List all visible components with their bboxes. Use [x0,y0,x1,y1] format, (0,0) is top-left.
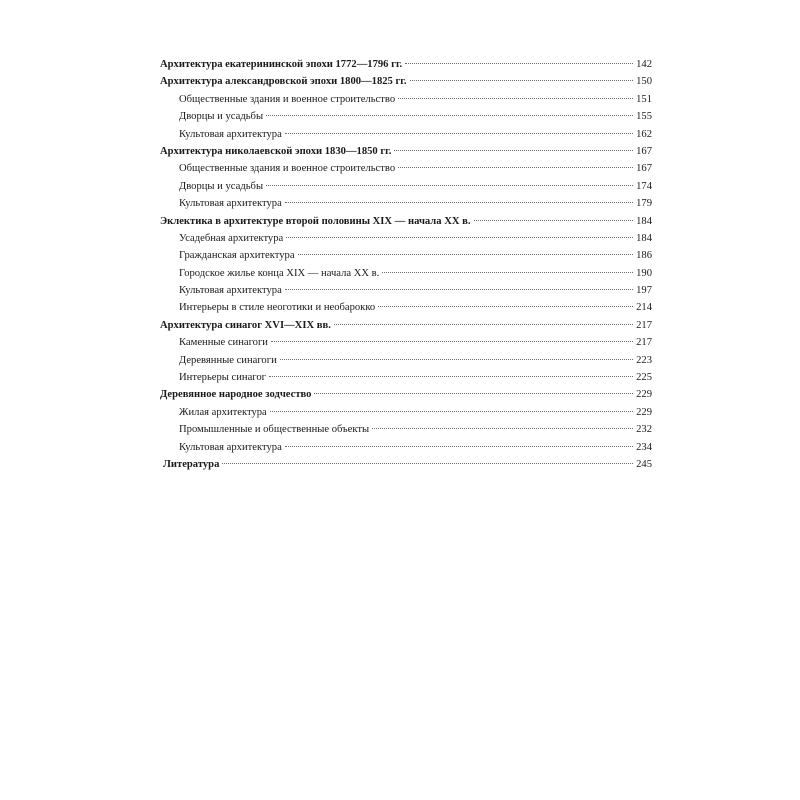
toc-entry-title: Архитектура синагог XVI—XIX вв. [160,319,331,331]
toc-subsection-entry [160,91,652,108]
toc-section-entry [160,56,652,73]
toc-dot-leader [270,411,633,412]
toc-page-number: 174 [636,180,652,192]
toc-page-number: 214 [636,302,652,314]
toc-dot-leader [285,289,633,290]
toc-page-number: 150 [636,76,652,88]
toc-page-number: 225 [636,372,652,384]
toc-section-entry [160,73,652,90]
toc-entry-title: Эклектика в архитектуре второй половины XIX — начала XX в. [160,215,471,227]
toc-page-number: 229 [636,389,652,401]
toc-section-entry [160,143,652,160]
toc-page-number: 155 [636,111,652,123]
toc-dot-leader [266,185,633,186]
toc-dot-leader [382,272,633,273]
toc-page-number: 179 [636,198,652,210]
toc-dot-leader [285,202,633,203]
toc-dot-leader [334,324,633,325]
toc-dot-leader [394,150,633,151]
toc-page-number: 217 [636,337,652,349]
toc-entry-title: Интерьеры в стиле неоготики и необарокко [179,302,376,314]
toc-dot-leader [405,63,633,64]
toc-entry-title: Культовая архитектура [179,441,282,453]
toc-subsection-entry [160,352,652,369]
toc-page-number: 190 [636,267,652,279]
toc-section-entry [160,456,652,473]
toc-entry-title: Культовая архитектура [179,128,282,140]
toc-entry-title: Дворцы и усадьбы [179,180,264,192]
toc-entry-title: Каменные синагоги [179,337,268,349]
toc-dot-leader [286,237,633,238]
toc-page-number: 232 [636,424,652,436]
toc-subsection-entry [160,334,652,351]
toc-dot-leader [372,428,633,429]
toc-dot-leader [378,306,633,307]
toc-subsection-entry [160,108,652,125]
toc-section-entry [160,317,652,334]
toc-dot-leader [314,393,633,394]
toc-dot-leader [398,98,633,99]
toc-page-number: 142 [636,59,652,70]
toc-page-number: 184 [636,215,652,227]
toc-dot-leader [266,115,633,116]
toc-dot-leader [269,376,633,377]
toc-subsection-entry [160,439,652,456]
toc-entry-title: Дворцы и усадьбы [179,111,264,123]
toc-subsection-entry [160,126,652,143]
toc-subsection-entry [160,404,652,421]
toc-entry-title: Гражданская архитектура [179,250,295,262]
toc-section-entry [160,386,652,403]
toc-page-number: 184 [636,232,652,244]
toc-dot-leader [410,80,633,81]
toc-entry-title: Архитектура александровской эпохи 1800—1825 гг. [160,76,407,88]
toc-dot-leader [474,220,633,221]
toc-subsection-entry [160,369,652,386]
toc-dot-leader [271,341,633,342]
toc-subsection-entry [160,160,652,177]
toc-entry-title: Культовая архитектура [179,285,282,297]
toc-subsection-entry [160,265,652,282]
toc-dot-leader [285,446,633,447]
toc-entry-title: Общественные здания и военное строительство [179,93,396,105]
toc-entry-title: Общественные здания и военное строительство [179,163,396,175]
toc-subsection-entry [160,282,652,299]
toc-dot-leader [285,133,633,134]
toc-page-number: 217 [636,319,652,331]
toc-subsection-entry [160,421,652,438]
toc-entry-title: Архитектура николаевской эпохи 1830—1850 гг. [160,145,392,157]
toc-subsection-entry [160,299,652,316]
toc-page-number: 245 [636,458,652,470]
toc-page-number: 151 [636,93,652,105]
toc-entry-title: Культовая архитектура [179,198,282,210]
toc-entry-title: Жилая архитектура [179,406,267,418]
toc-subsection-entry [160,230,652,247]
table-of-contents [160,56,652,473]
toc-page-number: 186 [636,250,652,262]
toc-entry-title: Интерьеры синагог [179,372,267,384]
toc-entry-title: Деревянное народное зодчество [160,389,312,401]
toc-page-number: 162 [636,128,652,140]
toc-dot-leader [280,359,633,360]
toc-dot-leader [398,167,633,168]
toc-entry-title: Деревянные синагоги [179,354,277,366]
toc-page-number: 234 [636,441,652,453]
toc-page-number: 167 [636,163,652,175]
toc-entry-title: Промышленные и общественные объекты [179,424,370,436]
toc-section-entry [160,213,652,230]
toc-entry-title: Архитектура екатерининской эпохи 1772—1796 гг. [160,59,403,70]
toc-entry-title: Литература [163,458,220,470]
toc-subsection-entry [160,247,652,264]
toc-page-number: 197 [636,285,652,297]
toc-entry-title: Городское жилье конца XIX — начала XX в. [179,267,380,279]
toc-entry-title: Усадебная архитектура [179,232,284,244]
toc-dot-leader [222,463,633,464]
toc-dot-leader [298,254,633,255]
toc-page-number: 229 [636,406,652,418]
toc-subsection-entry [160,178,652,195]
toc-subsection-entry [160,195,652,212]
toc-page-number: 167 [636,145,652,157]
toc-page-number: 223 [636,354,652,366]
